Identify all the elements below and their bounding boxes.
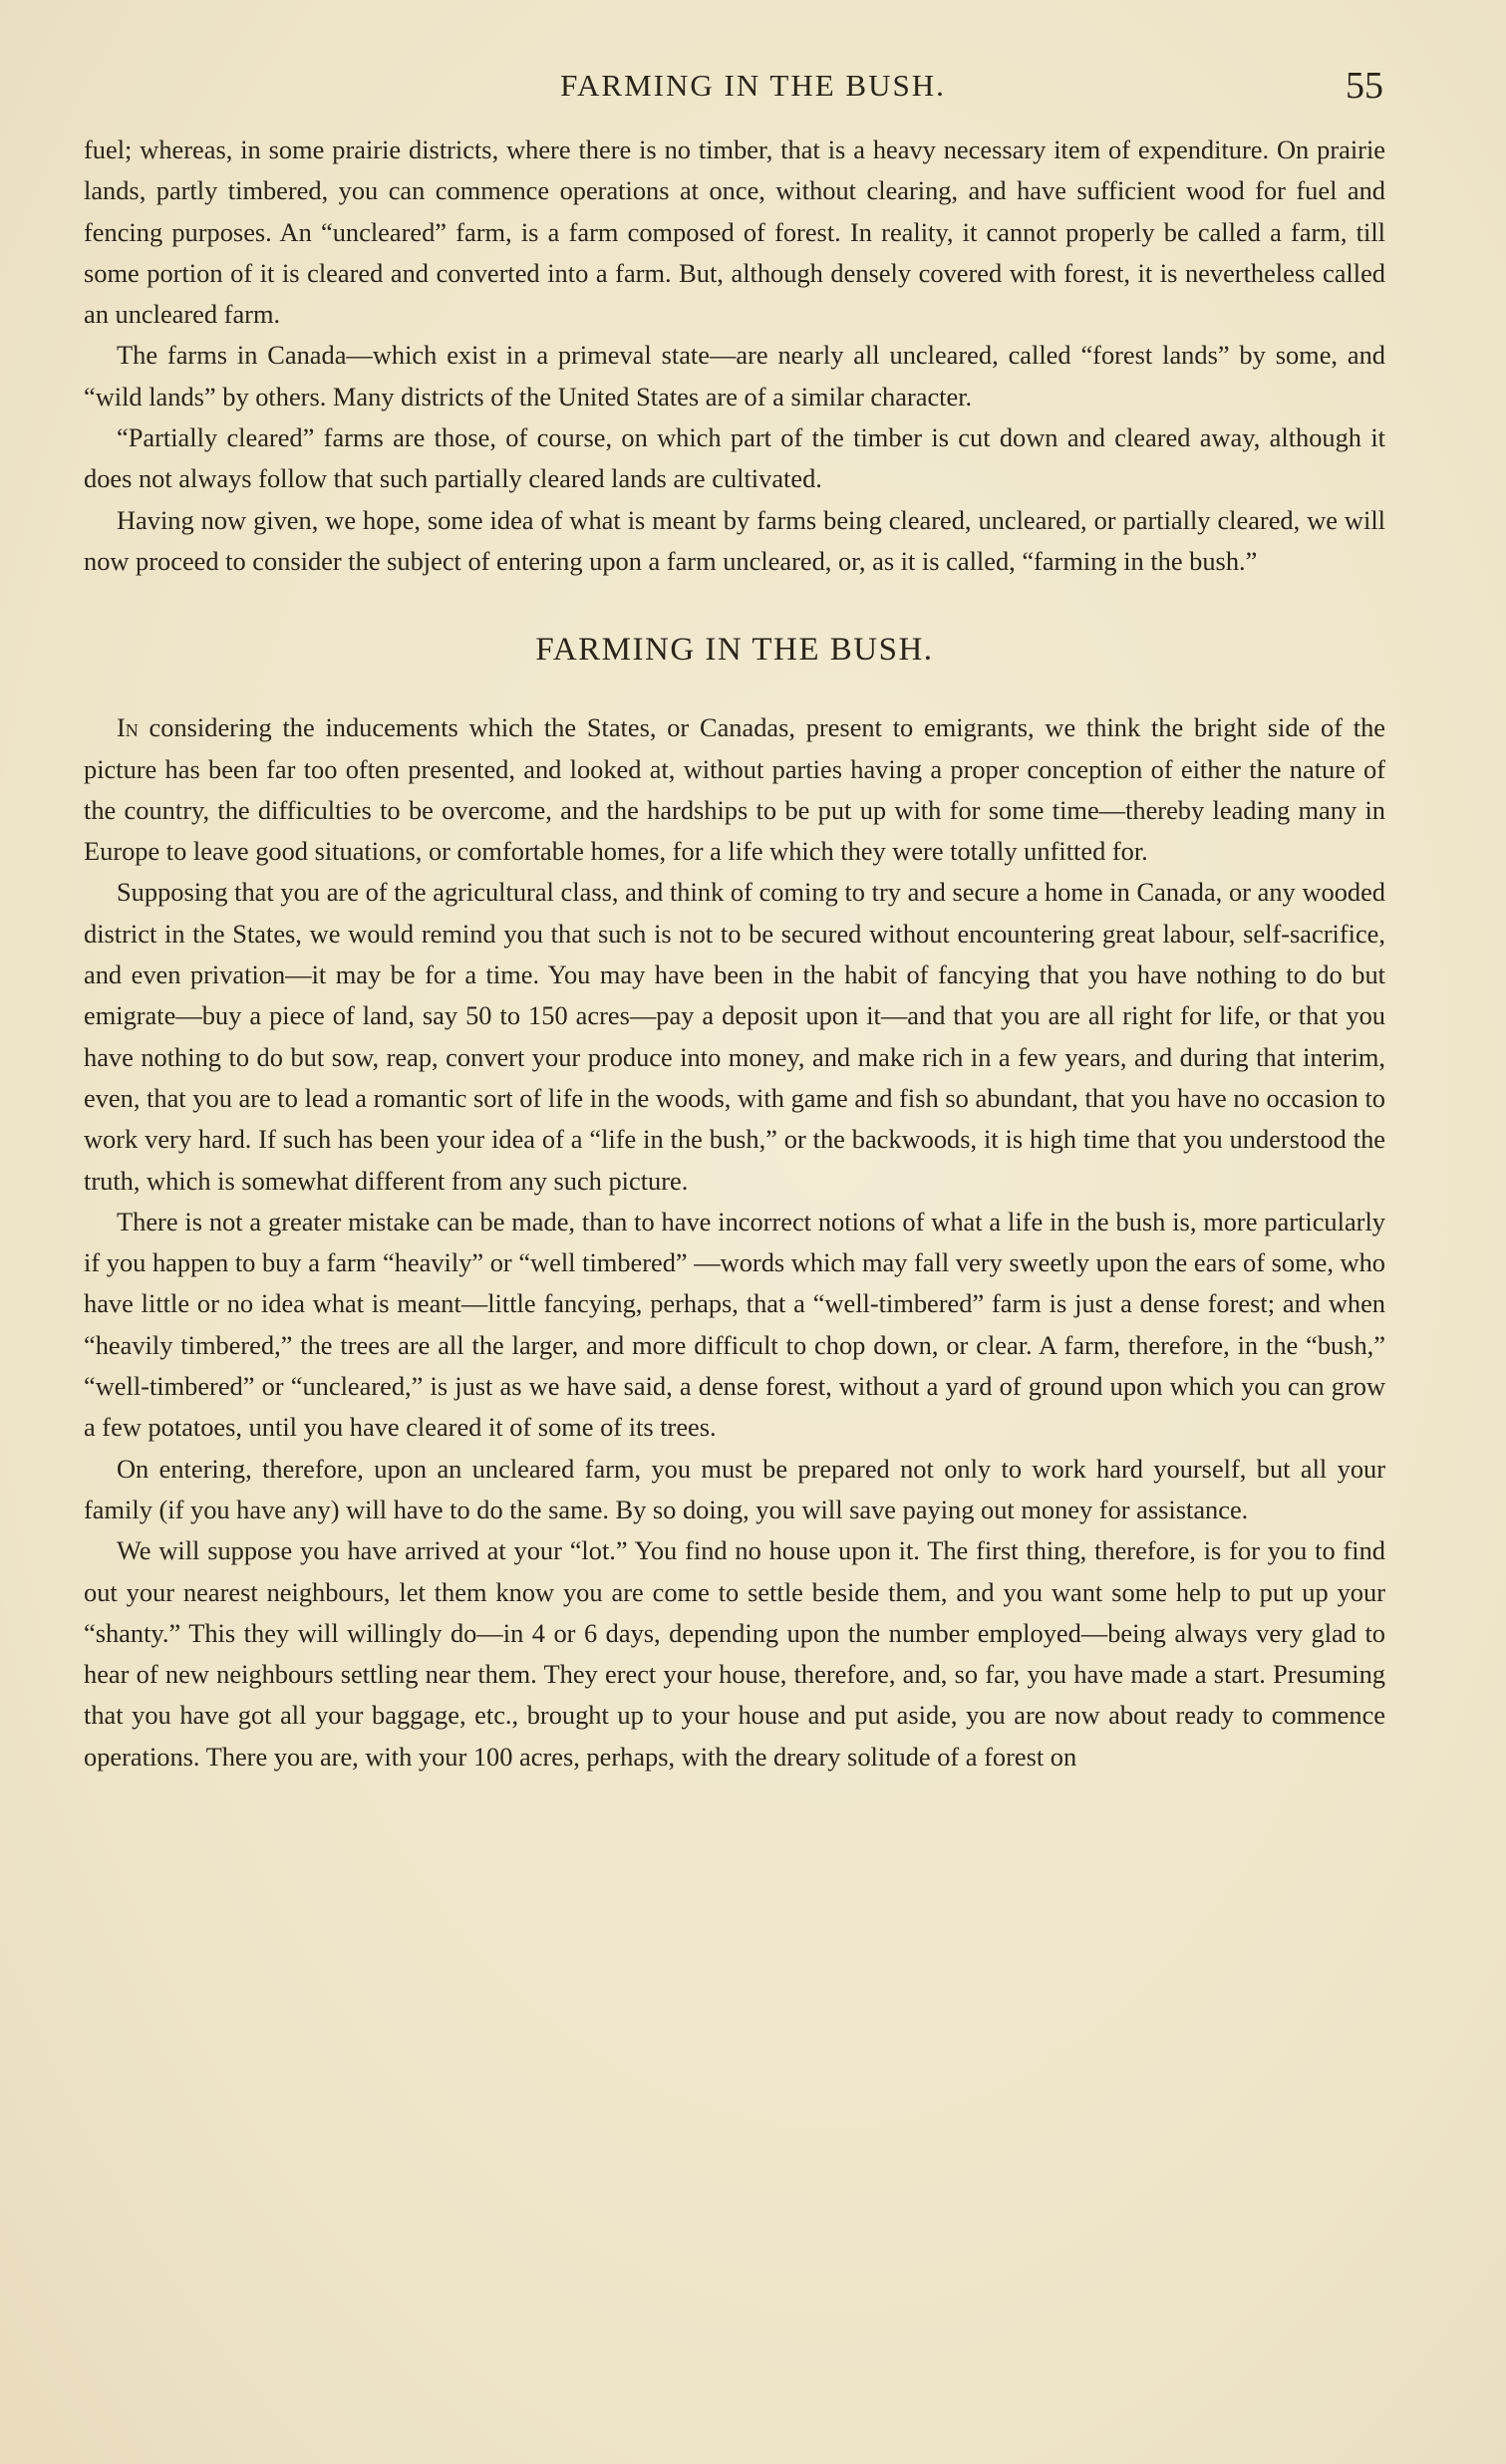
paragraph: Supposing that you are of the agricultural class, and think of coming to try and secure a home in Canada, or any wooded district in the States, we would remind you that such is not to be secured without encountering great labour, self-sacrifice, and even privation—it may be for a time. You may have been in the habit of fancying that you have nothing to do but emigrate—buy a piece of land, say 50 to 150 acres—pay a deposit upon it—and that you are all right for life, or that you have nothing to do but sow, reap, convert your produce into money, and make rich in a few years, and during that interim, even, that you are to lead a romantic sort of life in the woods, with game and fish so abundant, that you have no occasion to work very hard. If such has been your idea of a “life in the bush,” or the backwoods, it is high time that you understood the truth, which is somewhat different from any such picture.: [84, 877, 1385, 1196]
running-title: FARMING IN THE BUSH.: [560, 68, 946, 103]
paragraph: There is not a greater mistake can be made, than to have incorrect notions of what a life in the bush is, more particularly if you happen to buy a farm “heavily” or “well timbered” —words which may fall very sweetly upon the ears of some, who have little or no idea what is meant—little fancying, perhaps, that a “well-timbered” farm is just a dense forest; and when “heavily timbered,” the trees are all the larger, and more difficult to chop down, or clear. A farm, therefore, in the “bush,” “well-timbered” or “uncleared,” is just as we have said, a dense forest, without a yard of ground upon which you can grow a few potatoes, until you have cleared it of some of its trees.: [84, 1206, 1385, 1443]
section-heading: FARMING IN THE BUSH.: [535, 632, 934, 669]
paragraph-continued: fuel; whereas, in some prairie districts, where there is no timber, that is a heavy necessary item of expenditure. On prairie lands, partly timbered, you can commence operations at once, without clearing, and have sufficient wood for fuel and fencing purposes. An “uncleared” farm, is a farm composed of forest. In reality, it cannot properly be called a farm, till some portion of it is cleared and converted into a farm. But, although densely covered with forest, it is nevertheless called an uncleared farm.: [84, 135, 1385, 330]
paragraph: We will suppose you have arrived at your “lot.” You find no house upon it. The first thing, therefore, is for you to find out your nearest neighbours, let them know you are come to settle beside them, and you want some help to put up your “shanty.” This they will willingly do—in 4 or 6 days, depending upon the number employed—being always very glad to hear of new neighbours settling near them. They erect your house, therefore, and, so far, you have made a start. Presuming that you have got all your baggage, etc., brought up to your house and put aside, you are now about ready to commence operations. There you are, with your 100 acres, perhaps, with the dreary solitude of a forest on: [84, 1535, 1385, 1772]
paragraph: Having now given, we hope, some idea of what is meant by farms being cleared, uncleared, or partially cleared, we will now proceed to consider the subject of entering upon a farm uncleared, or, as it is called, “farming in the bush.”: [84, 504, 1385, 576]
page-number: 55: [1346, 65, 1383, 107]
paragraph: On entering, therefore, upon an uncleared farm, you must be prepared not only to work hard yourself, but all your family (if you have any) will have to do the same. By so doing, you will save paying out money for assistance.: [84, 1453, 1385, 1524]
first-paragraph-text: considering the inducements which the States, or Canadas, present to emigrants, we think the bright side of the picture has been far too often presented, and looked at, without parties having a proper conception of either the nature of the country, the difficulties to be overcome, and the hardships to be put up with for some time—thereby leading many in Europe to leave good situations, or comfortable homes, for a life which they were totally unfitted for.: [84, 712, 1385, 867]
lead-word: In: [117, 712, 139, 743]
body-text: [84, 130, 1385, 1778]
paragraph: The farms in Canada—which exist in a primeval state—are nearly all uncleared, called “forest lands” by some, and “wild lands” by others. Many districts of the United States are of a similar character.: [84, 340, 1385, 411]
paragraph: “Partially cleared” farms are those, of course, on which part of the timber is cut down and cleared away, although it does not always follow that such partially cleared lands are cultivated.: [84, 422, 1385, 494]
running-header: [0, 65, 1506, 108]
section-first-paragraph: [84, 707, 1385, 872]
